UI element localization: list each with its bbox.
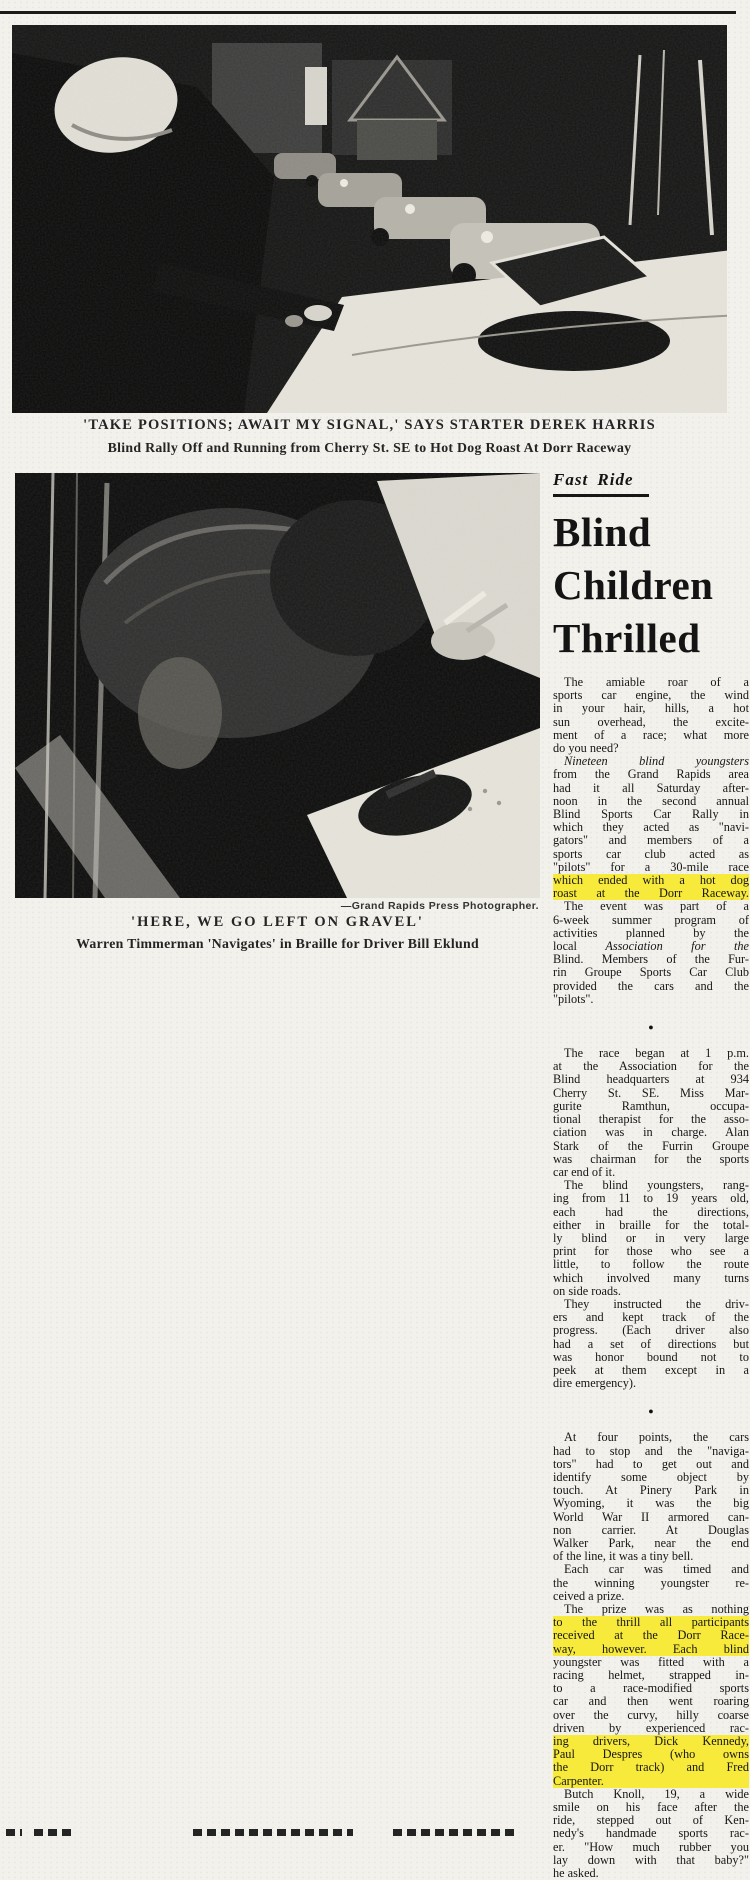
text-line: Each car was timed and [564,1562,749,1577]
text-line: ly blind or in very large [553,1230,749,1245]
photo2-caption-line1: 'HERE, WE GO LEFT ON GRAVEL' [131,914,424,930]
text-line: ers and kept track of the [553,1310,749,1325]
article-paragraph [553,1298,749,1390]
kicker-title: Fast Ride [553,470,634,489]
braille-navigation-photo [15,473,540,898]
highlighted-text-line: to the thrill all participants [553,1615,749,1630]
text-line: The event was part of a [564,899,749,914]
text-line: do you need? [553,741,619,756]
text-line: Blind headquarters at 934 [553,1072,749,1087]
text-line: in your hair, hills, a hot [553,701,749,716]
cut-off-text-fragment [393,1829,515,1836]
text-line: tional therapist for the asso- [553,1112,749,1127]
text-line: provided the cars and the [553,978,749,993]
kicker-underline [553,494,649,497]
braille-scene-illustration [15,473,540,898]
text-line: Stark of the Furrin Groupe [553,1138,749,1153]
text-line: print for those who see a [553,1244,749,1259]
text-line: which they acted as "navi- [553,820,749,835]
text-line: over the curvy, hilly coarse [553,1707,749,1722]
highlighted-text-line: the Dorr track) and Fred [553,1760,749,1775]
text-line: The prize was as nothing [564,1602,749,1616]
text-line: "pilots". [553,991,594,1006]
text-line: of the line, it was a tiny bell. [553,1549,694,1564]
text-line: gurite Ramthun, occupa- [553,1098,749,1113]
text-line: from the Grand Rapids area [553,767,749,782]
text-line: lay down with that baby?" [553,1852,749,1867]
cut-off-text-fragment [193,1829,353,1836]
article-paragraph [553,676,749,755]
highlighted-text-line: which ended with a hot dog [553,873,749,888]
text-line: little, to follow the route [553,1257,749,1272]
text-line: identify some object by [553,1469,749,1484]
text-line: ceived a prize. [553,1588,625,1603]
text-line: Blind Sports Car Rally in [553,807,749,822]
text-line: car end of it. [553,1164,616,1179]
highlighted-text-line: roast at the Dorr Raceway. [553,886,749,901]
article-paragraph [553,1179,749,1298]
article-paragraph [553,1431,749,1563]
text-line: touch. At Pinery Park in [553,1483,749,1498]
article-paragraph [553,1788,749,1880]
highlighted-text-line: way, however. Each blind [553,1641,749,1656]
text-line: nedy's handmade sports rac- [553,1826,749,1841]
text-line: At four points, the cars [564,1430,749,1445]
text-line: dire emergency). [553,1376,637,1391]
text-line: ciation was in charge. Alan [553,1125,749,1140]
text-line: car and then went roaring [553,1694,749,1709]
text-line: was chairman for the sports [553,1151,749,1166]
text-line: each had the directions, [553,1204,749,1219]
text-line: They instructed the driv- [564,1296,749,1311]
section-separator-bullet: ● [648,1406,654,1417]
text-line: Nineteen blind youngsters [564,754,749,769]
text-line: had a set of directions but [553,1336,749,1351]
page-top-rule [0,11,736,14]
headline-line: Blind [553,509,652,555]
highlighted-text-line: ing drivers, Dick Kennedy, [553,1734,749,1749]
text-line: Wyoming, it was the big [553,1496,749,1511]
text-line: peek at them except in a [553,1362,749,1377]
text-line: The race began at 1 p.m. [564,1046,749,1061]
highlighted-text-line: Carpenter. [553,1775,749,1788]
cut-off-text-fragment [6,1829,22,1836]
top-photo-street-scene [12,25,727,413]
article-paragraph [553,1563,749,1603]
photo-credit: —Grand Rapids Press Photographer. [340,900,539,912]
text-line: ing from 11 to 19 years old, [553,1191,749,1206]
text-line: the winning youngster re- [553,1575,749,1590]
text-line: sports car club acted as [553,846,749,861]
text-line: gators" and members of a [553,833,749,848]
highlighted-text-line: Paul Despres (who owns [553,1747,749,1762]
text-line: Cherry St. SE. Miss Mar- [553,1085,749,1100]
text-line: sun overhead, the excite- [553,714,749,729]
text-line: racing helmet, strapped in- [553,1668,749,1683]
photo2-caption-line2: Warren Timmerman 'Navigates' in Braille for Driver Bill Eklund [76,936,479,951]
text-line: at the Association for the [553,1059,749,1074]
text-line: Walker Park, near the end [553,1535,749,1550]
text-line: Butch Knoll, 19, a wide [564,1786,749,1801]
headline-line: Thrilled [553,615,701,661]
headline-line: Children [553,562,714,608]
text-line: smile on his face after the [553,1800,749,1815]
text-line: World War II armored can- [553,1509,749,1524]
text-line: noon in the second annual [553,793,749,808]
text-line: Blind. Members of the Fur- [553,952,749,967]
article-column [553,470,749,1880]
text-line: rin Groupe Sports Car Club [553,965,749,980]
text-line: on side roads. [553,1283,621,1298]
text-line: progress. (Each driver also [553,1323,749,1338]
text-line: local Association for the [553,939,749,954]
text-line: 6-week summer program of [553,912,749,927]
photo1-caption-line2: Blind Rally Off and Running from Cherry St. SE to Hot Dog Roast At Dorr Raceway [107,440,632,455]
text-line: had it all Saturday after- [553,780,749,795]
article-paragraph [553,1603,749,1788]
text-line: er. "How much rubber you [553,1839,749,1854]
article-paragraph [553,1047,749,1179]
text-line: ride, stepped out of Ken- [553,1813,749,1828]
text-line: driven by experienced rac- [553,1720,749,1735]
text-line: was honor bound not to [553,1349,749,1364]
article-body [553,676,749,1880]
text-line: The blind youngsters, rang- [564,1178,749,1193]
cut-off-text-fragment [34,1829,72,1836]
text-line: ment of a race; what more [553,727,749,742]
text-line: youngster was fitted with a [553,1654,749,1669]
text-line: tors" had to get out and [553,1456,749,1471]
text-line: to a race-modified sports [553,1681,749,1696]
text-line: "pilots" for a 30-mile race [553,859,749,874]
text-line: The amiable roar of a [564,675,749,689]
photo1-caption-line1: 'TAKE POSITIONS; AWAIT MY SIGNAL,' SAYS STARTER DEREK HARRIS [83,417,656,433]
text-line: which involved many turns [553,1270,749,1285]
section-separator-bullet: ● [648,1022,654,1033]
article-paragraph [553,900,749,1006]
text-line: non carrier. At Douglas [553,1522,749,1537]
text-line: activities planned by the [553,925,749,940]
text-line: sports car engine, the wind [553,688,749,703]
text-line: either in braille for the total- [553,1217,749,1232]
street-scene-illustration [12,25,727,413]
article-paragraph [553,755,749,900]
text-line: he asked. [553,1866,599,1880]
article-headline [553,506,749,665]
highlighted-text-line: received at the Dorr Race- [553,1628,749,1643]
text-line: had to stop and the "naviga- [553,1443,749,1458]
